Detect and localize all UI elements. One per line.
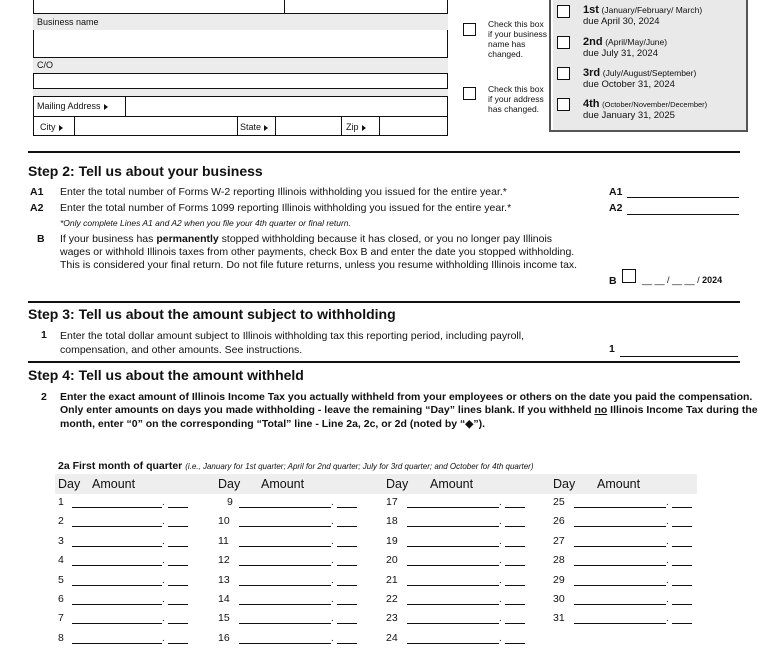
quarter-1-text: 1st (January/February/ March) due April 30, 2024 bbox=[583, 4, 703, 27]
amount-dollars-field[interactable] bbox=[239, 507, 331, 508]
decimal-point: . bbox=[162, 497, 165, 508]
amount-dollars-field[interactable] bbox=[239, 526, 331, 527]
decimal-point: . bbox=[331, 555, 334, 567]
quarter-1-checkbox[interactable] bbox=[557, 5, 570, 18]
line-1-text: Enter the total dollar amount subject to Illinois withholding tax this reporting period, including payroll, compensation, and other amounts. See instructions. bbox=[60, 330, 525, 356]
amount-cents-field[interactable] bbox=[505, 643, 525, 644]
day-number: 2 bbox=[58, 515, 64, 528]
day-number: 24 bbox=[386, 631, 398, 644]
amount-cents-field[interactable] bbox=[505, 507, 525, 508]
co-label-row bbox=[33, 58, 448, 73]
amount-dollars-field[interactable] bbox=[574, 526, 666, 527]
line-a2-text: Enter the total number of Forms 1099 reporting Illinois withholding you issued for the entire year.* bbox=[60, 202, 512, 214]
amount-dollars-field[interactable] bbox=[239, 623, 331, 624]
line-a1-label: A1 bbox=[609, 186, 623, 198]
amount-dollars-field[interactable] bbox=[239, 585, 331, 586]
step3-title: Step 3: Tell us about the amount subject to withholding bbox=[28, 306, 396, 322]
co-label: C/O bbox=[37, 60, 54, 70]
decimal-point: . bbox=[162, 574, 165, 586]
line-b-text: If your business has permanently stopped withholding because it has closed, or you no longer pay Illinois wages or withhold Illinois taxes from other payments, check Box B and enter the date you stopped withholding. This is considered your final return. Do not file future returns, unless you resume withholding Illinois income tax. bbox=[60, 233, 578, 272]
day-number: 28 bbox=[553, 554, 565, 567]
amount-dollars-field[interactable] bbox=[574, 623, 666, 624]
amount-dollars-field[interactable] bbox=[574, 565, 666, 566]
day-number: 29 bbox=[553, 573, 565, 586]
amount-cents-field[interactable] bbox=[168, 507, 188, 508]
day-number: 19 bbox=[386, 534, 398, 547]
amount-dollars-field[interactable] bbox=[407, 546, 499, 547]
amount-cents-field[interactable] bbox=[672, 623, 692, 624]
a1-a2-note: *Only complete Lines A1 and A2 when you file your 4th quarter or final return. bbox=[60, 218, 351, 228]
box-b-checkbox[interactable] bbox=[622, 269, 636, 283]
amount-cents-field[interactable] bbox=[337, 623, 357, 624]
amount-cents-field[interactable] bbox=[505, 526, 525, 527]
day-number: 13 bbox=[218, 573, 230, 586]
amount-cents-field[interactable] bbox=[672, 585, 692, 586]
amount-cents-field[interactable] bbox=[337, 643, 357, 644]
day-number: 4 bbox=[58, 554, 64, 567]
day-number: 10 bbox=[218, 515, 230, 528]
decimal-point: . bbox=[666, 594, 669, 605]
quarter-2-text: 2nd (April/May/June) due July 31, 2024 bbox=[583, 36, 668, 59]
decimal-point: . bbox=[666, 516, 669, 528]
decimal-point: . bbox=[331, 613, 334, 625]
decimal-point: . bbox=[499, 535, 502, 547]
decimal-point: . bbox=[331, 516, 334, 528]
amount-dollars-field[interactable] bbox=[72, 546, 162, 547]
day-number: 14 bbox=[218, 593, 230, 605]
mailing-address-label: Mailing Address bbox=[37, 101, 108, 111]
mailing-address-field[interactable] bbox=[126, 97, 447, 116]
day-number: 27 bbox=[553, 534, 565, 547]
amount-cents-field[interactable] bbox=[168, 546, 188, 547]
zip-label: Zip bbox=[346, 122, 366, 132]
business-name-field[interactable] bbox=[33, 30, 448, 57]
state-field[interactable] bbox=[276, 117, 326, 135]
divider bbox=[237, 117, 238, 135]
day-number: 16 bbox=[218, 631, 230, 644]
amount-dollars-field[interactable] bbox=[407, 604, 499, 605]
line-a2-field[interactable] bbox=[627, 213, 739, 215]
decimal-point: . bbox=[331, 632, 334, 644]
decimal-point: . bbox=[666, 613, 669, 625]
amount-cents-field[interactable] bbox=[337, 507, 357, 508]
amount-cents-field[interactable] bbox=[168, 526, 188, 527]
col-amount-header: Amount bbox=[430, 477, 474, 491]
amount-cents-field[interactable] bbox=[168, 585, 188, 586]
day-number: 26 bbox=[553, 515, 565, 528]
amount-dollars-field[interactable] bbox=[407, 526, 499, 527]
amount-dollars-field[interactable] bbox=[407, 643, 499, 644]
decimal-point: . bbox=[331, 594, 334, 605]
quarter-4-text: 4th (October/November/December) due January 31, 2025 bbox=[583, 98, 708, 121]
amount-cents-field[interactable] bbox=[168, 643, 188, 644]
amount-cents-field[interactable] bbox=[505, 565, 525, 566]
day-number: 31 bbox=[553, 612, 565, 625]
amount-cents-field[interactable] bbox=[505, 604, 525, 605]
amount-dollars-field[interactable] bbox=[239, 643, 331, 644]
arrow-right-icon bbox=[264, 125, 268, 131]
decimal-point: . bbox=[331, 497, 334, 508]
day-number: 3 bbox=[58, 534, 64, 547]
step4-title: Step 4: Tell us about the amount withheld bbox=[28, 367, 304, 383]
decimal-point: . bbox=[666, 535, 669, 547]
amount-dollars-field[interactable] bbox=[574, 585, 666, 586]
decimal-point: . bbox=[499, 574, 502, 586]
day-number: 6 bbox=[58, 593, 64, 605]
divider bbox=[551, 0, 553, 130]
col-day-header: Day bbox=[218, 477, 241, 491]
line-a2-label: A2 bbox=[609, 202, 623, 214]
decimal-point: . bbox=[162, 535, 165, 547]
amount-dollars-field[interactable] bbox=[574, 507, 666, 508]
col-amount-header: Amount bbox=[261, 477, 305, 491]
decimal-point: . bbox=[162, 613, 165, 625]
decimal-point: . bbox=[499, 497, 502, 508]
decimal-point: . bbox=[499, 594, 502, 605]
amount-cents-field[interactable] bbox=[505, 546, 525, 547]
decimal-point: . bbox=[162, 632, 165, 644]
line-b-code: B bbox=[37, 233, 45, 245]
step2-title: Step 2: Tell us about your business bbox=[28, 163, 263, 179]
amount-cents-field[interactable] bbox=[168, 604, 188, 605]
decimal-point: . bbox=[499, 632, 502, 644]
day-number: 5 bbox=[58, 573, 64, 586]
decimal-point: . bbox=[499, 516, 502, 528]
day-number: 8 bbox=[58, 631, 64, 644]
amount-dollars-field[interactable] bbox=[72, 507, 162, 508]
amount-dollars-field[interactable] bbox=[239, 546, 331, 547]
line-a1-text: Enter the total number of Forms W-2 reporting Illinois withholding you issued for the entire year.* bbox=[60, 186, 507, 198]
amount-cents-field[interactable] bbox=[168, 565, 188, 566]
day-number: 30 bbox=[553, 593, 565, 605]
divider bbox=[284, 0, 285, 14]
day-number: 12 bbox=[218, 554, 230, 567]
day-number: 23 bbox=[386, 612, 398, 625]
business-name-label: Business name bbox=[37, 17, 99, 27]
col-day-header: Day bbox=[553, 477, 576, 491]
decimal-point: . bbox=[666, 555, 669, 567]
day-number: 15 bbox=[218, 612, 230, 625]
section-divider bbox=[28, 361, 740, 363]
arrow-right-icon bbox=[362, 125, 366, 131]
amount-cents-field[interactable] bbox=[672, 546, 692, 547]
city-label: City bbox=[40, 122, 63, 132]
amount-dollars-field[interactable] bbox=[72, 526, 162, 527]
line-a1-code: A1 bbox=[30, 186, 44, 198]
amount-cents-field[interactable] bbox=[337, 604, 357, 605]
quarter-4-checkbox[interactable] bbox=[557, 98, 570, 111]
amount-cents-field[interactable] bbox=[168, 623, 188, 624]
state-label: State bbox=[240, 122, 268, 132]
col-day-header: Day bbox=[386, 477, 409, 491]
amount-dollars-field[interactable] bbox=[239, 565, 331, 566]
city-field[interactable] bbox=[75, 117, 237, 135]
co-field[interactable] bbox=[33, 74, 448, 88]
amount-cents-field[interactable] bbox=[337, 565, 357, 566]
amount-cents-field[interactable] bbox=[672, 507, 692, 508]
line-1-label: 1 bbox=[609, 343, 615, 355]
col-amount-header: Amount bbox=[597, 477, 641, 491]
address-changed-text: Check this box if your address has changed. bbox=[488, 84, 544, 114]
amount-cents-field[interactable] bbox=[505, 585, 525, 586]
amount-dollars-field[interactable] bbox=[72, 585, 162, 586]
line-2-text: Enter the exact amount of Illinois Income Tax you actually withheld from your employees or others on the date you paid the compensation. Only enter amounts on days you made withholding - leave the remaining “Day” lines blank. If you withheld no Illinois Income Tax during the month, enter “0” on the corresponding “Total” line - Line 2a, 2c, or 2d (noted by “◆”). bbox=[60, 391, 758, 430]
zip-field[interactable] bbox=[380, 117, 447, 135]
day-number: 1 bbox=[58, 496, 64, 508]
decimal-point: . bbox=[499, 555, 502, 567]
decimal-point: . bbox=[162, 555, 165, 567]
day-number: 20 bbox=[386, 554, 398, 567]
line-a2-code: A2 bbox=[30, 202, 44, 214]
decimal-point: . bbox=[666, 574, 669, 586]
day-number: 22 bbox=[386, 593, 398, 605]
amount-dollars-field[interactable] bbox=[407, 565, 499, 566]
section-divider bbox=[28, 151, 740, 153]
amount-dollars-field[interactable] bbox=[72, 565, 162, 566]
name-changed-checkbox[interactable] bbox=[463, 23, 476, 36]
divider bbox=[341, 117, 342, 135]
line-2-code: 2 bbox=[41, 391, 47, 403]
divider bbox=[33, 135, 448, 136]
amount-dollars-field[interactable] bbox=[574, 604, 666, 605]
amount-dollars-field[interactable] bbox=[574, 546, 666, 547]
amount-cents-field[interactable] bbox=[337, 526, 357, 527]
section-divider bbox=[28, 301, 740, 303]
line-1-field[interactable] bbox=[620, 355, 738, 357]
month-1-heading: 2a First month of quarter (i.e., January for 1st quarter; April for 2nd quarter; July for 3rd quarter; and October for 4th quarter) bbox=[58, 460, 534, 472]
decimal-point: . bbox=[331, 535, 334, 547]
box-b-date[interactable]: __ __ / __ __ / 2024 bbox=[642, 275, 723, 285]
amount-dollars-field[interactable] bbox=[72, 643, 162, 644]
amount-dollars-field[interactable] bbox=[239, 604, 331, 605]
day-number: 18 bbox=[386, 515, 398, 528]
amount-cents-field[interactable] bbox=[672, 565, 692, 566]
quarter-2-checkbox[interactable] bbox=[557, 36, 570, 49]
amount-dollars-field[interactable] bbox=[407, 507, 499, 508]
line-b-label: B bbox=[609, 275, 617, 287]
col-day-header: Day bbox=[58, 477, 81, 491]
amount-cents-field[interactable] bbox=[337, 546, 357, 547]
decimal-point: . bbox=[499, 613, 502, 625]
quarter-3-text: 3rd (July/August/September) due October 31, 2024 bbox=[583, 67, 697, 90]
line-a1-field[interactable] bbox=[627, 196, 739, 198]
arrow-right-icon bbox=[59, 125, 63, 131]
col-amount-header: Amount bbox=[92, 477, 136, 491]
divider bbox=[33, 0, 34, 14]
day-number: 17 bbox=[386, 496, 398, 508]
amount-cents-field[interactable] bbox=[337, 585, 357, 586]
decimal-point: . bbox=[331, 574, 334, 586]
name-changed-text: Check this box if your business name has changed. bbox=[488, 19, 548, 59]
day-number: 11 bbox=[218, 534, 229, 547]
day-number: 25 bbox=[553, 496, 565, 508]
decimal-point: . bbox=[666, 497, 669, 508]
address-changed-checkbox[interactable] bbox=[463, 87, 476, 100]
amount-dollars-field[interactable] bbox=[72, 604, 162, 605]
day-number: 9 bbox=[227, 496, 233, 508]
quarter-3-checkbox[interactable] bbox=[557, 67, 570, 80]
decimal-point: . bbox=[162, 516, 165, 528]
amount-cents-field[interactable] bbox=[672, 604, 692, 605]
divider bbox=[447, 0, 448, 14]
decimal-point: . bbox=[162, 594, 165, 605]
amount-dollars-field[interactable] bbox=[407, 585, 499, 586]
amount-cents-field[interactable] bbox=[672, 526, 692, 527]
day-number: 21 bbox=[386, 573, 398, 586]
day-number: 7 bbox=[58, 612, 64, 625]
line-1-code: 1 bbox=[41, 329, 47, 341]
spacer-row bbox=[33, 89, 448, 96]
amount-dollars-field[interactable] bbox=[72, 623, 162, 624]
amount-cents-field[interactable] bbox=[505, 623, 525, 624]
amount-dollars-field[interactable] bbox=[407, 623, 499, 624]
